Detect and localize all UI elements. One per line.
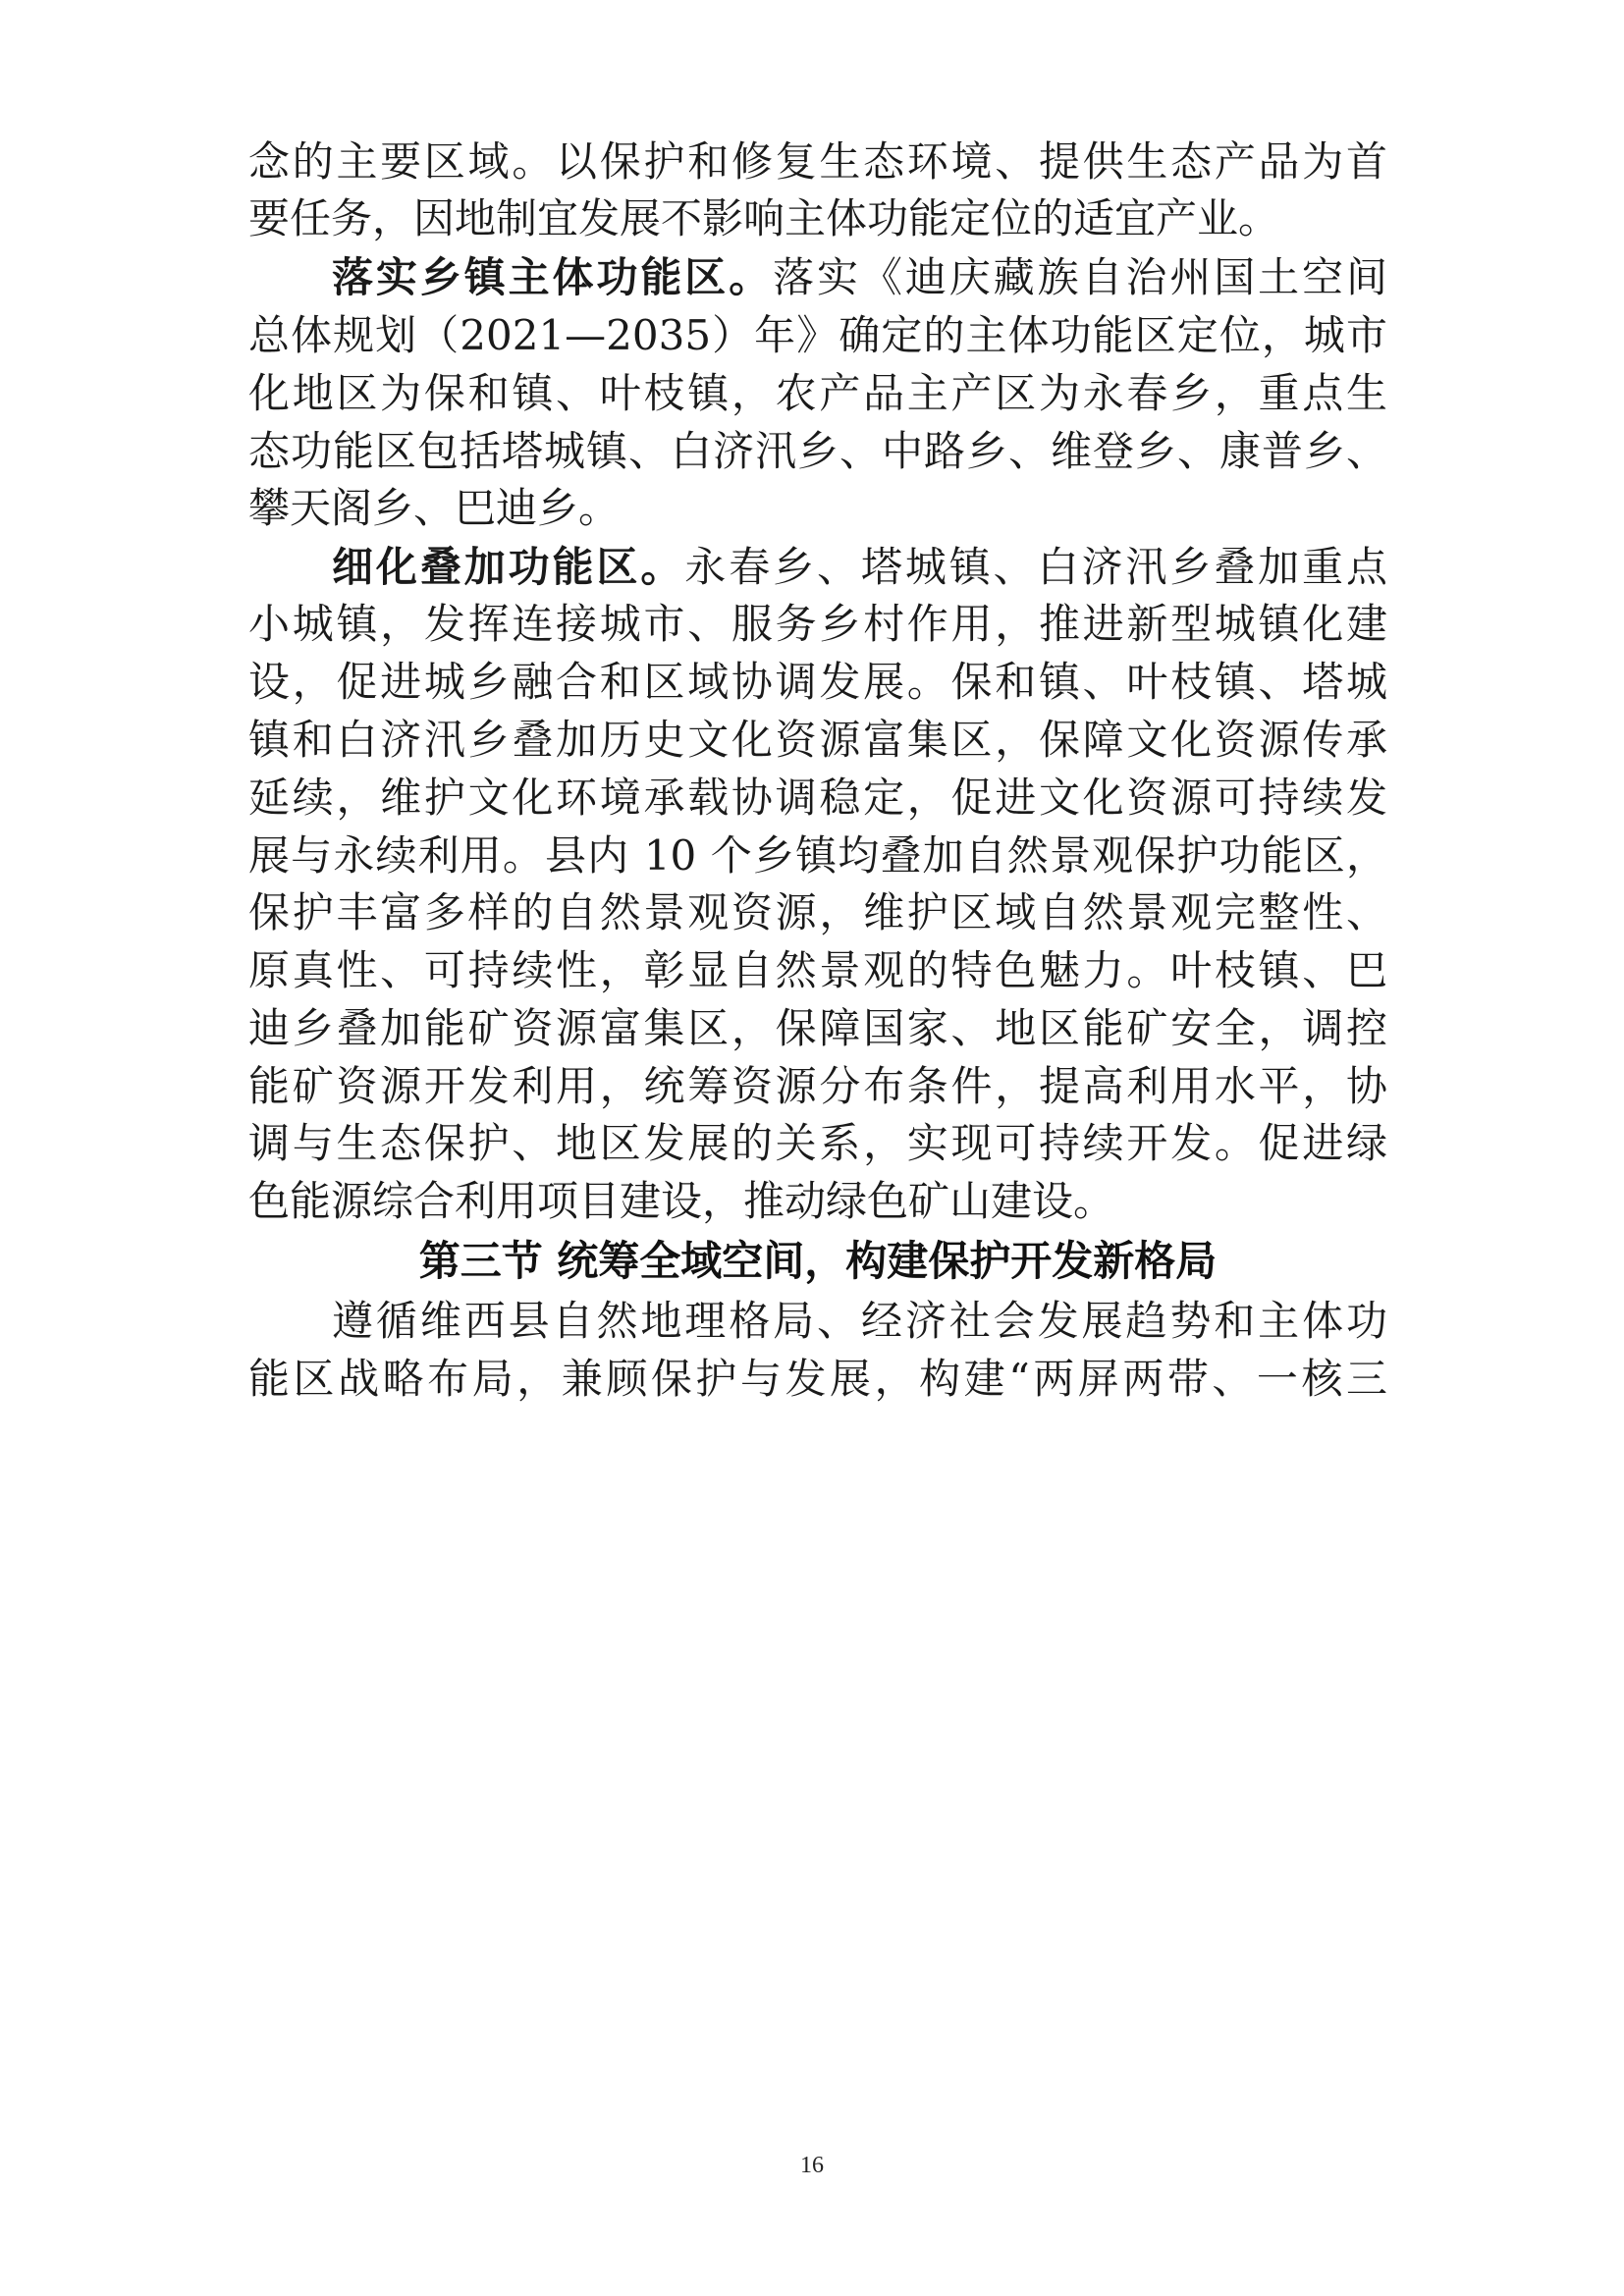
paragraph-line: 色能源综合利用项目建设，推动绿色矿山建设。 bbox=[248, 1177, 1115, 1225]
page-number: 16 bbox=[800, 2153, 824, 2178]
paragraph-line: 小城镇，发挥连接城市、服务乡村作用，推进新型城镇化建 bbox=[248, 600, 1387, 648]
paragraph-line: 设，促进城乡融合和区域协调发展。保和镇、叶枝镇、塔城 bbox=[248, 658, 1387, 706]
paragraph-line: 能区战略布局，兼顾保护与发展，构建“两屏两带、一核三 bbox=[248, 1355, 1387, 1403]
paragraph-line: 要任务，因地制宜发展不影响主体功能定位的适宜产业。 bbox=[248, 194, 1280, 242]
paragraph-line: 总体规划（2021—2035）年》确定的主体功能区定位，城市 bbox=[248, 311, 1387, 359]
paragraph-line: 延续，维护文化环境承载协调稳定，促进文化资源可持续发 bbox=[248, 774, 1387, 822]
paragraph-lead-heading: 落实乡镇主体功能区。 bbox=[332, 253, 774, 301]
paragraph-line: 展与永续利用。县内 10 个乡镇均叠加自然景观保护功能区， bbox=[248, 831, 1387, 880]
paragraph-line: 能矿资源开发利用，统筹资源分布条件，提高利用水平，协 bbox=[248, 1062, 1387, 1110]
paragraph-line: 念的主要区域。以保护和修复生态环境、提供生态产品为首 bbox=[248, 137, 1387, 186]
section-heading: 第三节 统筹全域空间，构建保护开发新格局 bbox=[418, 1237, 1218, 1285]
paragraph-line: 原真性、可持续性，彰显自然景观的特色魅力。叶枝镇、巴 bbox=[248, 946, 1387, 994]
paragraph-line: 迪乡叠加能矿资源富集区，保障国家、地区能矿安全，调控 bbox=[248, 1004, 1387, 1052]
paragraph-first-line: 遵循维西县自然地理格局、经济社会发展趋势和主体功 bbox=[332, 1297, 1387, 1345]
paragraph-line-text: 永春乡、塔城镇、白济汛乡叠加重点 bbox=[684, 543, 1387, 591]
paragraph-line: 攀天阁乡、巴迪乡。 bbox=[248, 484, 621, 532]
paragraph-line: 态功能区包括塔城镇、白济汛乡、中路乡、维登乡、康普乡、 bbox=[248, 427, 1387, 475]
paragraph-lead-heading: 细化叠加功能区。 bbox=[332, 543, 685, 591]
paragraph-line: 镇和白济汛乡叠加历史文化资源富集区，保障文化资源传承 bbox=[248, 716, 1387, 764]
paragraph-line-text: 落实《迪庆藏族自治州国土空间 bbox=[773, 253, 1387, 301]
paragraph-line: 调与生态保护、地区发展的关系，实现可持续开发。促进绿 bbox=[248, 1119, 1387, 1167]
paragraph-line: 化地区为保和镇、叶枝镇，农产品主产区为永春乡，重点生 bbox=[248, 369, 1387, 417]
paragraph-line: 保护丰富多样的自然景观资源，维护区域自然景观完整性、 bbox=[248, 888, 1387, 936]
